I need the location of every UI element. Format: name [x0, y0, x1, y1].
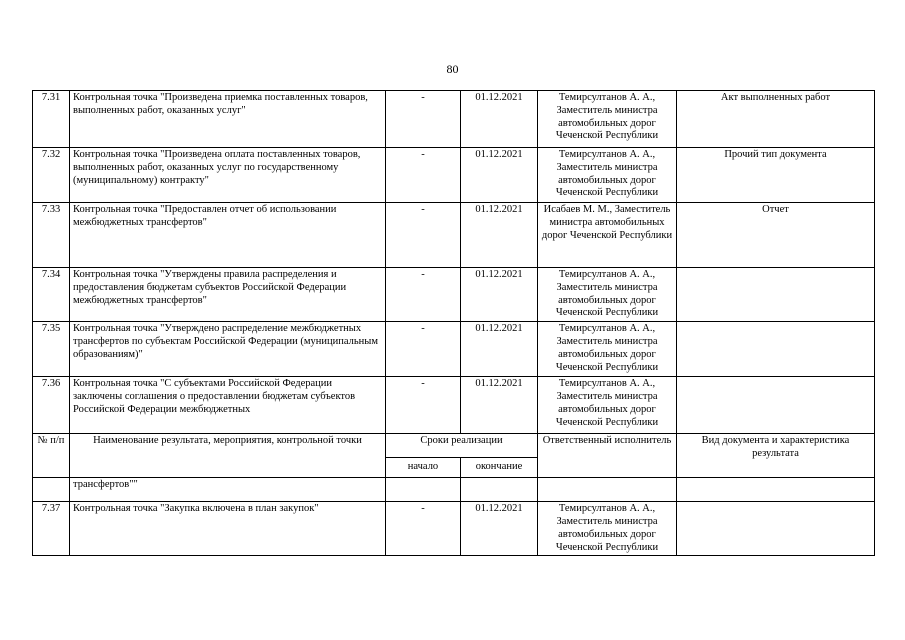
- row-end: [461, 478, 538, 502]
- header-responsible: Ответственный исполнитель: [538, 434, 677, 478]
- table-row: [33, 91, 875, 148]
- page-number: 80: [446, 62, 459, 76]
- row-doc-type: Прочий тип документа: [677, 148, 875, 203]
- row-end: 01.12.2021: [461, 148, 538, 203]
- header-start: начало: [386, 458, 461, 478]
- row-start: -: [386, 377, 461, 434]
- row-number: 7.36: [33, 377, 70, 434]
- row-start: -: [386, 148, 461, 203]
- row-doc-type: [677, 377, 875, 434]
- row-start: -: [386, 91, 461, 148]
- row-start: -: [386, 203, 461, 268]
- header-terms: Сроки реализации: [386, 434, 538, 458]
- row-name: Контрольная точка "Закупка включена в план закупок": [70, 502, 386, 556]
- table-row-continuation: [33, 478, 875, 502]
- row-end: 01.12.2021: [461, 322, 538, 377]
- row-doc-type: [677, 322, 875, 377]
- row-responsible: Исабаев М. М., Заместитель министра автомобильных дорог Чеченской Республики: [538, 203, 677, 268]
- row-end: 01.12.2021: [461, 91, 538, 148]
- table-header-row: [33, 434, 875, 458]
- row-name: Контрольная точка "Утверждено распределение межбюджетных трансфертов по субъектам Российской Федерации (муниципальным образованиям)": [70, 322, 386, 377]
- row-number: 7.33: [33, 203, 70, 268]
- row-number: 7.35: [33, 322, 70, 377]
- results-table: [32, 90, 875, 556]
- row-responsible: Темирсултанов А. А., Заместитель министра автомобильных дорог Чеченской Республики: [538, 377, 677, 434]
- row-name: Контрольная точка "Утверждены правила распределения и предоставления бюджетам субъектов Российской Федерации межбюджетных трансфертов": [70, 268, 386, 322]
- row-responsible: Темирсултанов А. А., Заместитель министра автомобильных дорог Чеченской Республики: [538, 322, 677, 377]
- row-number: 7.34: [33, 268, 70, 322]
- row-number: 7.31: [33, 91, 70, 148]
- row-start: [386, 478, 461, 502]
- row-doc-type: [677, 268, 875, 322]
- row-name: Контрольная точка "Предоставлен отчет об использовании межбюджетных трансфертов": [70, 203, 386, 268]
- row-responsible: Темирсултанов А. А., Заместитель министра автомобильных дорог Чеченской Республики: [538, 148, 677, 203]
- table-row: [33, 377, 875, 434]
- header-number: № п/п: [33, 434, 70, 478]
- row-doc-type: Акт выполненных работ: [677, 91, 875, 148]
- row-end: 01.12.2021: [461, 203, 538, 268]
- row-end: 01.12.2021: [461, 268, 538, 322]
- table-row: [33, 268, 875, 322]
- row-name: трансфертов"": [70, 478, 386, 502]
- row-end: 01.12.2021: [461, 377, 538, 434]
- row-start: -: [386, 502, 461, 556]
- row-responsible: Темирсултанов А. А., Заместитель министра автомобильных дорог Чеченской Республики: [538, 268, 677, 322]
- row-number: 7.32: [33, 148, 70, 203]
- table-row: [33, 322, 875, 377]
- table-row: [33, 502, 875, 556]
- header-end: окончание: [461, 458, 538, 478]
- row-start: -: [386, 268, 461, 322]
- row-end: 01.12.2021: [461, 502, 538, 556]
- row-start: -: [386, 322, 461, 377]
- header-doc-type: Вид документа и характеристика результата: [677, 434, 875, 478]
- row-name: Контрольная точка "Произведена оплата поставленных товаров, выполненных работ, оказанных услуг по государственному (муниципальному) контракту": [70, 148, 386, 203]
- header-name: Наименование результата, мероприятия, контрольной точки: [70, 434, 386, 478]
- row-responsible: Темирсултанов А. А., Заместитель министра автомобильных дорог Чеченской Республики: [538, 502, 677, 556]
- row-name: Контрольная точка "Произведена приемка поставленных товаров, выполненных работ, оказанных услуг": [70, 91, 386, 148]
- row-doc-type: [677, 502, 875, 556]
- row-responsible: [538, 478, 677, 502]
- table-row: [33, 148, 875, 203]
- row-number: 7.37: [33, 502, 70, 556]
- row-doc-type: [677, 478, 875, 502]
- row-number: [33, 478, 70, 502]
- row-name: Контрольная точка "С субъектами Российской Федерации заключены соглашения о предоставлении бюджетам субъектов Российской Федерации межбюджетных: [70, 377, 386, 434]
- row-responsible: Темирсултанов А. А., Заместитель министра автомобильных дорог Чеченской Республики: [538, 91, 677, 148]
- row-doc-type: Отчет: [677, 203, 875, 268]
- table-row: [33, 203, 875, 268]
